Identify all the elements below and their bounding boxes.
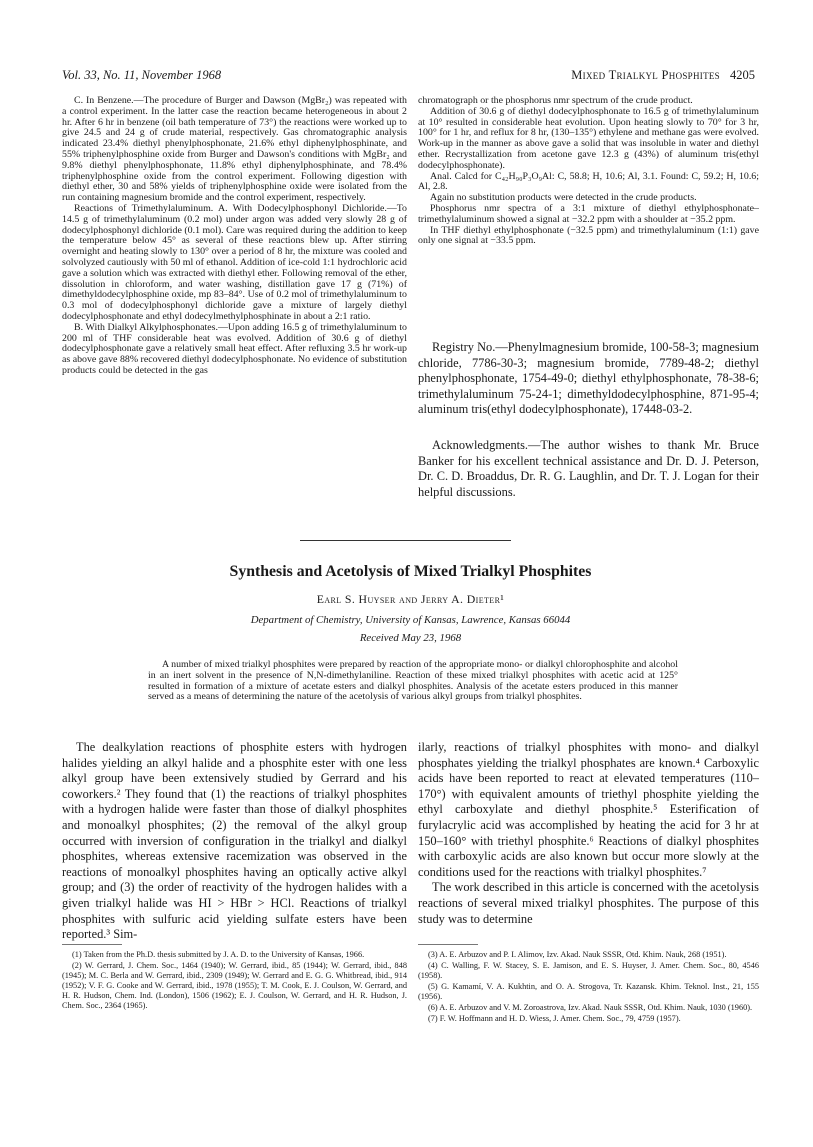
acknowledgments-text: Acknowledgments.—The author wishes to thank Mr. Bruce Banker for his excellent technical assistance and Dr. D. J. Peterson, Dr. C. D. Broaddus, Dr. R. G. Laughlin, and Dr. T. J. Logan for their helpful discussions. <box>418 438 759 499</box>
paragraph: chromatograph or the phosphorus nmr spectrum of the crude product. <box>418 95 693 106</box>
paragraph: Reactions of Trimethylaluminum. A. With Dodecylphosphonyl Dichloride.—To 14.5 g of trimethylaluminum (0.2 mol) under argon was added very slowly 28 g of dodecylphosphonyl dichloride (0.1 mol). Care was required during the addition to keep the temperature below 45° as several of these reactions blew up. After stirring overnight and heating slowly to 130° over a period of 8 hr, the mixture was cooled and solvolyzed cautiously with 50 ml of ethanol. Addition of ice-cold 1:1 hydrochloric acid gave a solution which was extracted with diethyl ether. Following removal of the ether, dissolution in chloroform, and water washing, distillation gave 17 g (71%) of dimethyldodecylphosphine oxide, mp 83–84°. Use of 0.2 mol of trimethylaluminum to 0.3 mol of dodecylphosphonyl dichloride gave a mixture of largely diethyl dodecylphosphonate and ethyl dodecylmethylphosphinate in about a 2:1 ratio. <box>62 202 407 322</box>
page-number: 4205 <box>730 68 755 82</box>
affiliation: Department of Chemistry, University of Kansas, Lawrence, Kansas 66044 <box>250 614 571 626</box>
paragraph: The dealkylation reactions of phosphite esters with hydrogen halides yielding an alkyl halide and a phosphite ester with one less alkyl group have been extensively studied by Gerrard and his coworkers.² They found that (1) the reactions of trialkyl phosphites with a hydrogen halide were faster than those of dialkyl phosphites and monoalkyl phosphites; (2) the removal of the alkyl group occurred with inversion of configuration in the trialkyl and dialkyl phosphites, whereas extensive racemization was observed in the reactions of monoalkyl phosphites having an optically active alkyl group; and (3) the order of reactivity of the hydrogen halides with a given trialkyl halide was HI > HBr > HCl. Reactions of trialkyl phosphites with sulfuric acid yielding sulfate esters have been reported.³ Sim- <box>62 740 407 942</box>
footnote: (6) A. E. Arbuzov and V. M. Zoroastrova, Izv. Akad. Nauk SSSR, Otd. Khim. Nauk, 1030 (1960). <box>428 1003 753 1012</box>
received-date: Received May 23, 1968 <box>359 632 462 644</box>
running-title <box>571 68 755 83</box>
footnote-rule <box>62 944 122 945</box>
footnote: (2) W. Gerrard, J. Chem. Soc., 1464 (1940); W. Gerrard, ibid., 85 (1944); W. Gerrard, ibid., 848 (1945); M. C. Berla and W. Gerrard, ibid., 2309 (1949); W. Gerrard and E. G. G. Whitbread, ibid., 914 (1952); V. F. G. Cooke and W. Gerrard, ibid., 1978 (1955); T. M. Cook, E. J. Coulson, W. Gerrard, and H. R. Hudson, Chem. Ind. (London), 1506 (1962); E. J. Coulson, W. Gerrard, and H. R. Hudson, J. Chem. Soc., 2364 (1965). <box>62 961 407 1010</box>
article-title: Synthesis and Acetolysis of Mixed Trialkyl Phosphites <box>229 563 592 580</box>
footnote-rule <box>418 944 478 945</box>
paragraph: Phosphorus nmr spectra of a 3:1 mixture of diethyl ethylphosphonate–trimethylaluminum showed a signal at −32.2 ppm with a shoulder at −35.2 ppm. <box>418 202 759 225</box>
acknowledgments <box>418 438 759 500</box>
footnote: (4) C. Walling, F. W. Stacey, S. E. Jamison, and E. S. Huyser, J. Amer. Chem. Soc., 80, 4546 (1958). <box>418 961 759 980</box>
footnote: (1) Taken from the Ph.D. thesis submitted by J. A. D. to the University of Kansas, 1966. <box>72 950 365 959</box>
footnote: (3) A. E. Arbuzov and P. I. Alimov, Izv. Akad. Nauk SSSR, Otd. Khim. Nauk, 268 (1951). <box>428 950 727 959</box>
experimental-left-column <box>62 96 407 377</box>
paragraph: C. In Benzene.—The procedure of Burger and Dawson (MgBr₂) was repeated with a control experiment. In the latter case the reaction became heterogeneous in about 2 hr. After 6 hr in benzene (oil bath temperature of 73°) the reactions were worked up to give 24.5 and 24 g of crude material, respectively. Gas chromatographic analysis indicated 23.4% diethyl phenylphosphonate, 21.6% ethyl diphenylphosphinate, and 55% triphenylphosphine oxide from Burger and Dawson's conditions with MgBr₂ and 9.8% diethyl phenylphosphonate, 11.8% ethyl diphenylphosphinate, and 78.4% triphenylphosphine oxide from the control experiment. Following digestion with diethyl ether, 30 and 58% yields of triphenylphosphine oxide were isolated from the run containing magnesium bromide and the control experiment, respectively. <box>62 95 407 204</box>
footnote: (7) F. W. Hoffmann and H. D. Wiess, J. Amer. Chem. Soc., 79, 4759 (1957). <box>428 1014 681 1023</box>
paragraph: Addition of 30.6 g of diethyl dodecylphosphonate to 16.5 g of trimethylaluminum at 10° resulted in considerable heat evolution. Upon heating slowly to 70° for 3 hr, 100° for 1 hr, and reflux for 8 hr, (130–135°) ethylene and methane gas were evolved. Work-up in the manner as above gave a solid that was insoluble in water and diethyl ether. Recrystallization from acetone gave 12.3 g (43%) of aluminum tris(ethyl dodecylphosphonate). <box>418 105 759 171</box>
body-left-column <box>62 740 407 943</box>
section-divider <box>300 540 511 541</box>
paragraph: ilarly, reactions of trialkyl phosphites with mono- and dialkyl phosphates yielding the trialkyl phosphates are known.⁴ Carboxylic acids have been reported to react at elevated temperatures (110–170°) with equivalent amounts of triethyl phosphite yielding the ethyl carboxylate and diethyl phosphite.⁵ Esterification of furylacrylic acid was accomplished by heating the acid for 3 hr at 150–160° with triethyl phosphite.⁶ Reactions of dialkyl phosphites with carboxylic acids are also known but occur more slowly at the conditions used for the reactions with trialkyl phosphites.⁷ <box>418 740 759 879</box>
paragraph: In THF diethyl ethylphosphonate (−32.5 ppm) and trimethylaluminum (1:1) gave only one signal at −33.5 ppm. <box>418 224 759 247</box>
article-authors: Earl S. Huyser and Jerry A. Dieter¹ <box>316 592 505 606</box>
running-title-text: Mixed Trialkyl Phosphites <box>571 68 720 82</box>
running-header <box>62 68 755 86</box>
footnote: (5) G. Kamamí, V. A. Kukhtin, and O. A. Strogova, Tr. Kazansk. Khim. Teknol. Inst., 21, 155 (1956). <box>418 982 759 1001</box>
journal-volume: Vol. 33, No. 11, November 1968 <box>62 68 222 82</box>
paragraph: B. With Dialkyl Alkylphosphonates.—Upon adding 16.5 g of trimethylaluminum to 200 ml of THF considerable heat was evolved. Addition of 30.6 g of diethyl dodecylphosphonate gave a relatively small heat effect. After refluxing 3.5 hr work-up as above gave 88% recovered diethyl dodecylphosphonate. No evidence of substitution products could be detected in the gas <box>62 321 407 376</box>
registry-numbers <box>418 340 759 418</box>
body-right-column <box>418 740 759 927</box>
footnotes-right <box>418 950 759 1025</box>
abstract: A number of mixed trialkyl phosphites were prepared by reaction of the appropriate mono- or dialkyl chlorophosphite and alcohol in an inert solvent in the presence of N,N-dimethylaniline. Reaction of these mixed trialkyl phosphites with acetic acid at 125° resulted in formation of a mixture of acetate esters and dialkyl phosphites. Analysis of the acetate esters produced in this manner served as a means of determining the nature of the acetolysis of various alkyl groups from trialkyl phosphites. <box>148 659 678 703</box>
experimental-right-column <box>418 96 759 247</box>
footnotes-left <box>62 950 407 1012</box>
paragraph: Anal. Calcd for C₄₂H₉₀P₃O₉Al: C, 58.8; H, 10.6; Al, 3.1. Found: C, 59.2; H, 10.6; Al, 2.8. <box>418 170 759 193</box>
paragraph: The work described in this article is concerned with the acetolysis reactions of several mixed trialkyl phosphites. The purpose of this study was to determine <box>418 880 759 926</box>
registry-text: Registry No.—Phenylmagnesium bromide, 100-58-3; magnesium chloride, 7786-30-3; magnesium bromide, 7789-48-2; diethyl phenylphosphonate, 1754-49-0; diethyl ethylphosphonate, 78-38-6; trimethylaluminum 75-24-1; dimethyldodecylphosphine, 871-95-4; aluminum tris(ethyl dodecylphosphonate), 17448-03-2. <box>418 340 759 417</box>
paragraph: Again no substitution products were detected in the crude products. <box>430 192 697 204</box>
